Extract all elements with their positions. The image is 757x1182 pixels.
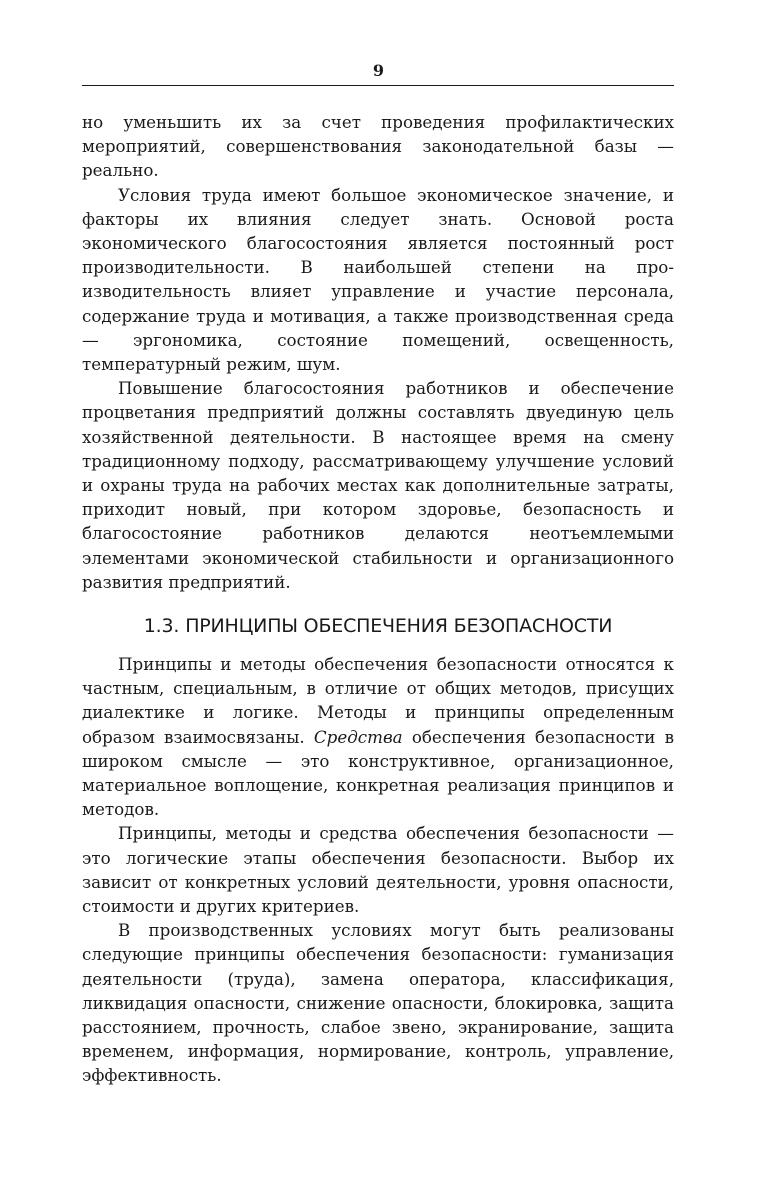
page-number: 9 xyxy=(372,61,385,80)
emphasized-term: Средства xyxy=(313,726,403,747)
section-number: 1.3. xyxy=(143,615,180,637)
section-heading xyxy=(82,613,674,639)
section-title: ПРИНЦИПЫ ОБЕСПЕЧЕНИЯ БЕЗОПАСНОСТИ xyxy=(185,615,613,637)
paragraph-working-conditions: Условия труда имеют большое экономическое значение, и факторы их влияния следует знать. Основой роста экономического благосостояния является постоянный рост производительности. В наибольшей степени на производительность влияет управление и участие персонала, содержание труда и мотивация, а также производственная среда — эргономика, состояние помещений, освещенность, температурный режим, шум. xyxy=(82,184,674,375)
paragraph-text: обеспечения безопасности в широком смысле — это конструктивное, организационное, материальное воплощение, конкретная реализация принципов и методов. xyxy=(82,726,674,820)
paragraph-text: Принципы и методы обеспечения безопасности относятся к частным, специальным, в отличие от общих методов, присущих диалектике и логике. Методы и принципы определенным образом взаимосвязаны. xyxy=(82,654,674,747)
paragraph-principles-list: В производственных условиях могут быть реализованы следующие принципы обеспечения безопасности: гуманизация деятельности (труда), замена оператора, классификация, ликвидация опасности, снижение опасности, блокировка, защита расстоянием, прочность, слабое звено, экранирование, защита временем, информация, нормирование, контроль, управление, эффективность. xyxy=(82,920,674,1086)
header-rule xyxy=(82,85,674,86)
text-block-intro xyxy=(82,110,674,594)
paragraph-continuation: но уменьшить их за счет проведения профилактических мероприятий, совершенствования законодательной базы — реально. xyxy=(82,112,674,181)
paragraph-principles-methods xyxy=(82,652,674,821)
paragraph-logical-stages: Принципы, методы и средства обеспечения безопасности — это логические этапы обеспечения безопасности. Выбор их зависит от конкретных условий деятельности, уровня опасности, стоимости и других критериев. xyxy=(82,823,674,917)
text-block-section xyxy=(82,652,674,1088)
paragraph-welfare: Повышение благосостояния работников и обеспечение процветания предприятий должны составлять двуединую цель хозяйственной деятельности. В настоящее время на смену традиционному подходу, рассматривающему улучшение условий и охраны труда на рабочих местах как дополнительные затраты, приходит новый, при котором здоровье, безопасность и благосостояние работников делаются неотъемлемыми элементами экономической стабильности и организационного развития предприятий. xyxy=(82,378,674,592)
